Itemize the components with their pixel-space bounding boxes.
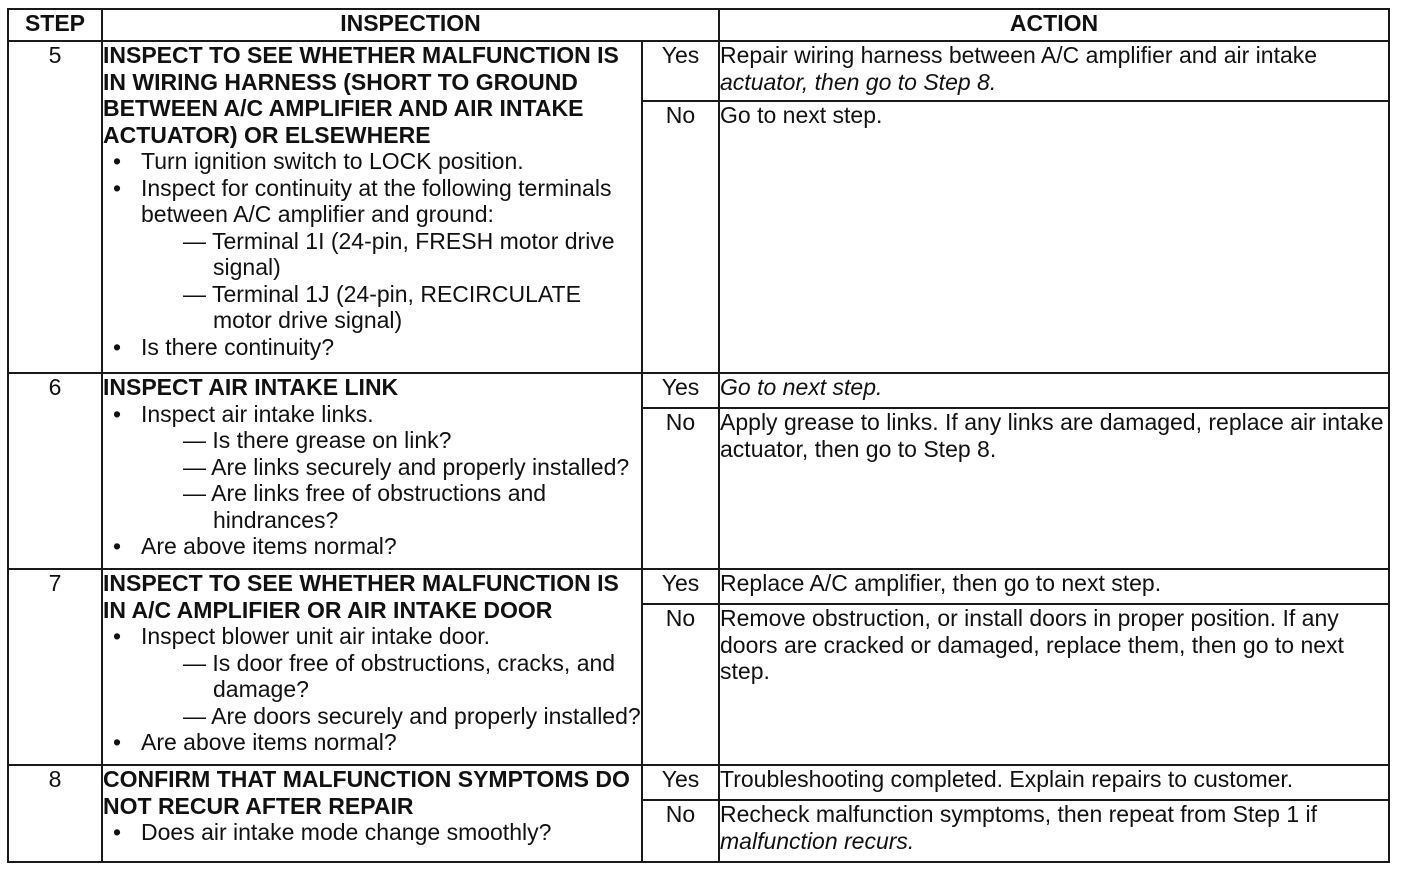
no-action-text: Remove obstruction, or install doors in proper position. If any doors are cracked or damaged, replace them, then go to next step. xyxy=(720,605,1344,684)
sub-check-item: — Terminal 1J (24-pin, RECIRCULATE motor drive signal) xyxy=(183,280,581,333)
header-step: STEP xyxy=(8,9,102,41)
yes-action-text-italic: actuator, then go to Step 8. xyxy=(720,68,997,95)
sub-check-item: — Are doors securely and properly installed? xyxy=(183,702,641,729)
inspection-bullet xyxy=(103,623,641,729)
header-action: ACTION xyxy=(719,9,1389,41)
no-label: No xyxy=(642,604,719,765)
inspection-bullet xyxy=(103,148,641,175)
no-action xyxy=(719,408,1389,569)
table-row xyxy=(8,765,1389,800)
yes-action-text: Troubleshooting completed. Explain repairs to customer. xyxy=(720,766,1294,792)
inspection-bullets xyxy=(103,148,641,360)
no-label: No xyxy=(642,101,719,373)
sub-check-list xyxy=(141,427,641,533)
inspection-title: INSPECT TO SEE WHETHER MALFUNCTION IS IN A/C AMPLIFIER OR AIR INTAKE DOOR xyxy=(103,570,619,623)
bullet-text: Does air intake mode change smoothly? xyxy=(141,819,552,845)
inspection-bullets xyxy=(103,623,641,756)
yes-action-text: Replace A/C amplifier, then go to next step. xyxy=(720,570,1162,596)
yes-label: Yes xyxy=(642,765,719,800)
yes-action-text: Repair wiring harness between A/C amplifier and air intake xyxy=(720,42,1318,68)
yes-action xyxy=(719,41,1389,101)
inspection-bullets xyxy=(103,819,641,846)
yes-action xyxy=(719,765,1389,800)
inspection-title: INSPECT AIR INTAKE LINK xyxy=(103,374,399,400)
inspection-bullet xyxy=(103,819,641,846)
step-number: 5 xyxy=(8,41,102,373)
header-row xyxy=(8,9,1389,41)
no-label: No xyxy=(642,408,719,569)
yes-label: Yes xyxy=(642,569,719,604)
inspection-title: INSPECT TO SEE WHETHER MALFUNCTION IS IN WIRING HARNESS (SHORT TO GROUND BETWEEN A/C AMPLIFIER AND AIR INTAKE ACTUATOR) OR ELSEWHERE xyxy=(103,42,619,148)
header-inspection: INSPECTION xyxy=(102,9,719,41)
bullet-text: Are above items normal? xyxy=(141,533,397,559)
no-action xyxy=(719,800,1389,862)
yes-action-text-italic: Go to next step. xyxy=(720,374,883,400)
sub-check-list xyxy=(141,228,641,334)
step-number: 8 xyxy=(8,765,102,862)
inspection-title: CONFIRM THAT MALFUNCTION SYMPTOMS DO NOT RECUR AFTER REPAIR xyxy=(103,766,630,819)
sub-check-list xyxy=(141,650,641,730)
bullet-text: Inspect air intake links. xyxy=(141,400,374,427)
inspection-cell xyxy=(102,41,642,373)
yes-action xyxy=(719,373,1389,408)
no-action xyxy=(719,604,1389,765)
troubleshooting-table xyxy=(7,8,1390,863)
inspection-bullet xyxy=(103,334,641,361)
table-row xyxy=(8,373,1389,408)
yes-label: Yes xyxy=(642,373,719,408)
no-action-text-italic: malfunction recurs. xyxy=(720,827,915,854)
inspection-bullet xyxy=(103,175,641,334)
yes-action xyxy=(719,569,1389,604)
no-label: No xyxy=(642,800,719,862)
sub-check-item: — Terminal 1I (24-pin, FRESH motor drive signal) xyxy=(183,227,615,280)
step-number: 7 xyxy=(8,569,102,765)
sub-check-item: — Are links securely and properly installed? xyxy=(183,453,630,480)
table-body xyxy=(8,41,1389,862)
no-action-text: Apply grease to links. If any links are damaged, replace air intake actuator, then go to Step 8. xyxy=(720,409,1384,462)
inspection-bullet xyxy=(103,533,641,560)
inspection-bullet xyxy=(103,729,641,756)
bullet-text: Is there continuity? xyxy=(141,333,335,360)
no-action-text: Go to next step. xyxy=(720,102,883,128)
bullet-text: Inspect for continuity at the following terminals between A/C amplifier and ground: xyxy=(141,174,612,227)
inspection-cell xyxy=(102,373,642,569)
sub-check-item: — Is there grease on link? xyxy=(183,427,452,453)
table-row xyxy=(8,41,1389,101)
sub-check-item: — Is door free of obstructions, cracks, and damage? xyxy=(183,649,616,702)
bullet-text: Turn ignition switch to LOCK position. xyxy=(141,148,524,174)
bullet-text: Inspect blower unit air intake door. xyxy=(141,623,491,649)
inspection-cell xyxy=(102,569,642,765)
no-action-text: Recheck malfunction symptoms, then repeat from Step 1 if xyxy=(720,801,1318,827)
yes-label: Yes xyxy=(642,41,719,101)
inspection-bullet xyxy=(103,401,641,534)
inspection-bullets xyxy=(103,401,641,560)
bullet-text: Are above items normal? xyxy=(141,729,397,755)
no-action xyxy=(719,101,1389,373)
inspection-cell xyxy=(102,765,642,862)
table-row xyxy=(8,569,1389,604)
step-number: 6 xyxy=(8,373,102,569)
sub-check-item: — Are links free of obstructions and hindrances? xyxy=(183,480,547,533)
